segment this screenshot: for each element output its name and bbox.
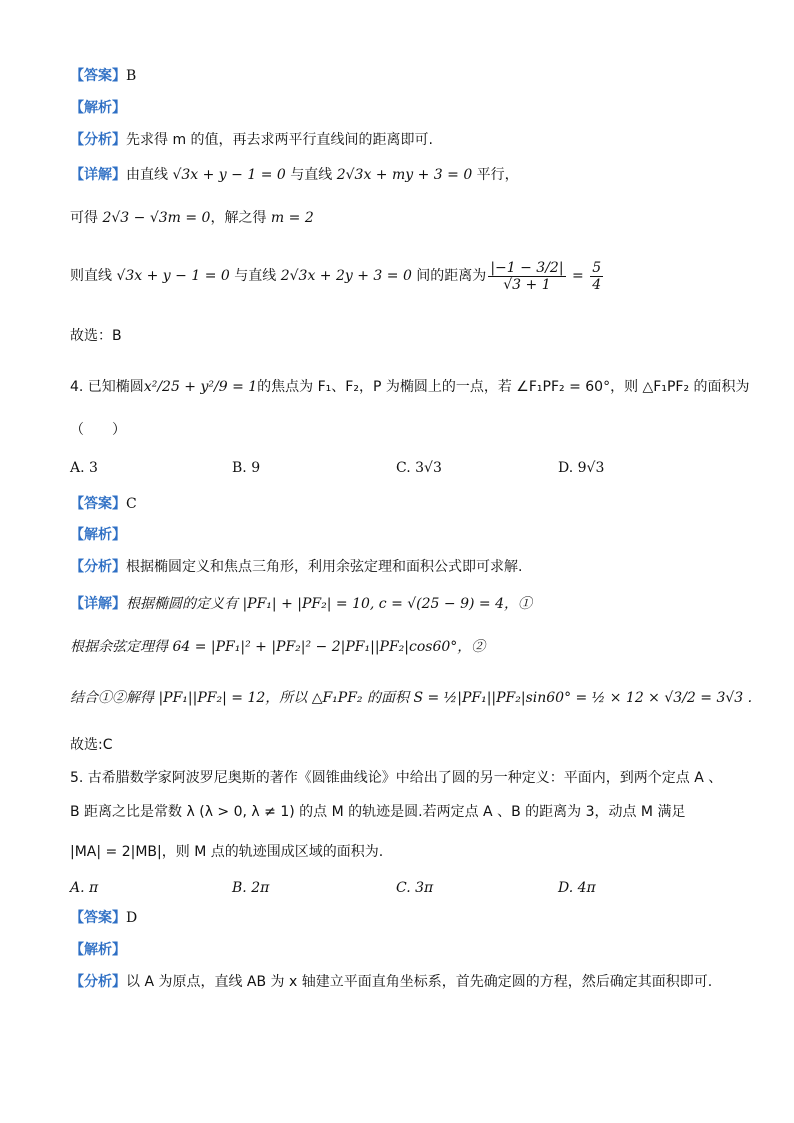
q4-detail-line-3 xyxy=(70,686,752,710)
q4-detail-text: 根据余弦定理得 64 = |PF₁|² + |PF₂|² − 2|PF₁||PF₂|cos60°，② xyxy=(70,639,486,655)
detail-tag: 【详解】 xyxy=(70,167,126,183)
q3-equation: √3x + y − 1 = 0 xyxy=(116,268,230,284)
fenxi-tag: 【分析】 xyxy=(70,974,126,990)
q3-detail-line-1 xyxy=(70,165,519,185)
answer-tag: 【答案】 xyxy=(70,68,126,84)
q4-stem-text: 4. 已知椭圆 xyxy=(70,379,144,395)
fenxi-tag: 【分析】 xyxy=(70,132,126,148)
q4-answer-value: C xyxy=(126,496,137,512)
q5-fenxi-line xyxy=(70,972,712,992)
q5-stem-line-1: 5. 古希腊数学家阿波罗尼奥斯的著作《圆锥曲线论》中给出了圆的另一种定义：平面内，到两个定点 A 、 xyxy=(70,770,723,786)
q3-fenxi-line xyxy=(70,130,433,150)
q4-paren: （ ） xyxy=(70,422,126,438)
q4-fenxi-line xyxy=(70,557,522,577)
q3-answer-line xyxy=(70,66,136,86)
distance-numerator: |−1 − 3/2| xyxy=(490,259,564,276)
q5-option-d: D. 4π xyxy=(558,880,596,896)
q4-option-a: A. 3 xyxy=(70,460,98,476)
q3-equation: √3x + y − 1 = 0 xyxy=(172,167,286,183)
result-denominator: 4 xyxy=(592,276,602,293)
q3-detail-text: 由直线 xyxy=(126,167,173,183)
q4-answer-line xyxy=(70,494,137,514)
q4-stem-text: 的焦点为 F₁、F₂，P 为椭圆上的一点，若 ∠F₁PF₂ = 60°，则 △F₁PF₂ 的面积为 xyxy=(257,379,750,395)
q3-analysis-line xyxy=(70,98,126,118)
q3-result: m = 2 xyxy=(270,210,314,226)
q5-stem-line-2: B 距离之比是常数 λ (λ > 0, λ ≠ 1) 的点 M 的轨迹是圆.若两定点 A 、B 的距离为 3，动点 M 满足 xyxy=(70,804,686,820)
q5-option-a: A. π xyxy=(70,880,99,896)
q4-option-d: D. 9√3 xyxy=(558,460,605,476)
q5-option-b: B. 2π xyxy=(232,880,270,896)
distance-denominator: √3 + 1 xyxy=(503,276,551,293)
q3-fenxi-text: 先求得 m 的值，再去求两平行直线间的距离即可. xyxy=(126,132,433,148)
q4-analysis-line xyxy=(70,525,126,545)
q4-stem xyxy=(70,372,750,402)
q4-detail-text: 结合①②解得 |PF₁||PF₂| = 12，所以 △F₁PF₂ 的面积 S = ½|PF₁||PF₂|sin60° = ½ × 12 × √3/2 = 3√3 . xyxy=(70,690,753,706)
q3-answer-value: B xyxy=(126,68,137,84)
q5-fenxi-text: 以 A 为原点，直线 AB 为 x 轴建立平面直角坐标系，首先确定圆的方程，然后确定其面积即可. xyxy=(126,974,713,990)
q3-equation: 2√3x + my + 3 = 0 xyxy=(336,167,473,183)
q3-detail-text: 与直线 xyxy=(229,268,281,284)
q3-choose: 故选：B xyxy=(70,328,122,344)
answer-tag: 【答案】 xyxy=(70,910,126,926)
fenxi-tag: 【分析】 xyxy=(70,559,126,575)
q3-detail-text: 与直线 xyxy=(285,167,337,183)
q4-option-c: C. 3√3 xyxy=(396,460,442,476)
analysis-tag: 【解析】 xyxy=(70,527,126,543)
q5-option-c: C. 3π xyxy=(396,880,434,896)
analysis-tag: 【解析】 xyxy=(70,100,126,116)
q3-detail-text: 间的距离为 xyxy=(411,268,487,284)
q3-detail-line-2 xyxy=(70,208,314,228)
detail-tag: 【详解】 xyxy=(70,596,126,612)
analysis-tag: 【解析】 xyxy=(70,942,126,958)
q4-detail-line-2 xyxy=(70,637,485,657)
q3-detail-text: 平行， xyxy=(472,167,519,183)
answer-tag: 【答案】 xyxy=(70,496,126,512)
q3-detail-line-3: 则直线 √3x + y − 1 = 0 与直线 2√3x + 2y + 3 = 0 间的距离为 $\frac{|-1 - 3/2|}{√3 + 1}$ = $\frac{5}{4}$ xyxy=(70,259,602,293)
q3-detail-text: 则直线 xyxy=(70,268,117,284)
ellipse-equation: x²/25 + y²/9 = 1 xyxy=(143,379,258,395)
q3-equation: 2√3x + 2y + 3 = 0 xyxy=(280,268,412,284)
q3-detail-text: 可得 xyxy=(70,210,103,226)
q3-equation: 2√3 − √3m = 0 xyxy=(102,210,211,226)
q5-stem-line-3: |MA| = 2|MB|，则 M 点的轨迹围成区域的面积为. xyxy=(70,844,384,860)
distance-result xyxy=(590,260,603,293)
distance-fraction xyxy=(488,260,565,293)
q4-option-b: B. 9 xyxy=(232,460,261,476)
q4-choose: 故选:C xyxy=(70,737,113,753)
q4-detail-line-1 xyxy=(70,594,532,614)
q3-detail-text: ，解之得 xyxy=(210,210,271,226)
q4-detail-text: 根据椭圆的定义有 |PF₁| + |PF₂| = 10, c = √(25 − 9) = 4，① xyxy=(126,596,532,612)
q5-answer-line xyxy=(70,908,137,928)
result-numerator: 5 xyxy=(592,259,602,276)
q5-answer-value: D xyxy=(126,910,138,926)
q5-analysis-line xyxy=(70,940,126,960)
q4-fenxi-text: 根据椭圆定义和焦点三角形，利用余弦定理和面积公式即可求解. xyxy=(126,559,523,575)
